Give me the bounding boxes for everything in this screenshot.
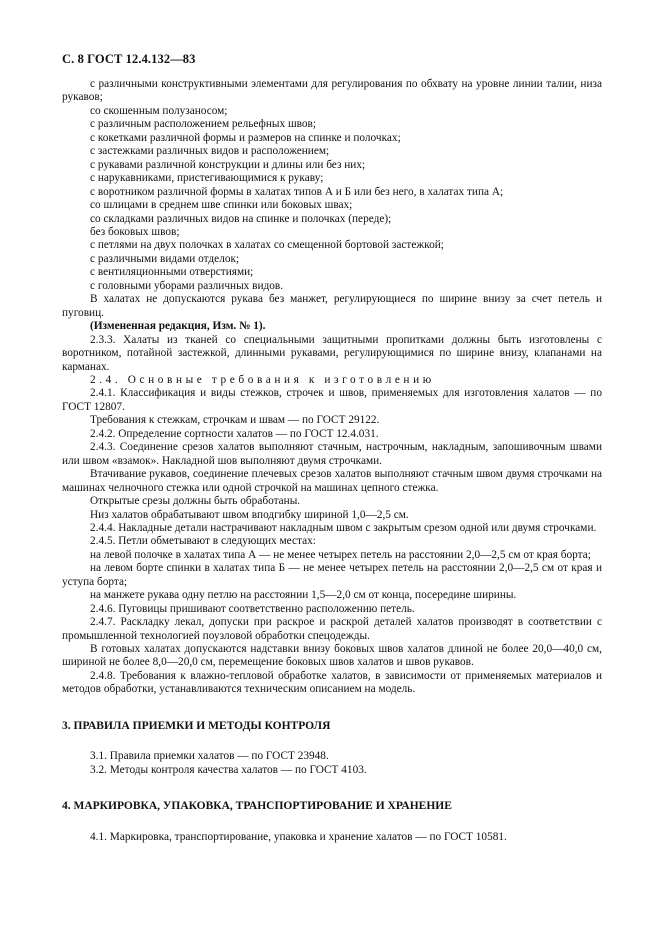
list-item: с воротником различной формы в халатах типов А и Б или без него, в халатах типа А; bbox=[90, 185, 504, 198]
list-item: с петлями на двух полочках в халатах со смещенной бортовой застежкой; bbox=[90, 239, 444, 252]
paragraph: 2.4.7. Раскладку лекал, допуски при раскрое и раскрой деталей халатов производят в соответствии с промышленной технологией поузловой обработки спецодежды. bbox=[62, 616, 602, 642]
paragraph: 3.2. Методы контроля качества халатов — по ГОСТ 4103. bbox=[90, 763, 367, 776]
subsection-title: 2.4. Основные требования к изготовлению bbox=[90, 373, 435, 386]
paragraph: на левом борте спинки в халатах типа Б — не менее четырех петель на расстоянии 2,0—2,5 см от края и уступа борта; bbox=[62, 562, 602, 588]
paragraph: Низ халатов обрабатывают швом вподгибку шириной 1,0—2,5 см. bbox=[90, 508, 409, 521]
paragraph: В халатах не допускаются рукава без манжет, регулирующиеся по ширине внизу за счет петель и пуговиц. bbox=[62, 293, 602, 319]
list-item: с различными видами отделок; bbox=[90, 252, 240, 265]
paragraph: 2.4.4. Накладные детали настрачивают накладным швом с закрытым срезом одной или двумя строчками. bbox=[90, 521, 597, 534]
list-item: со скошенным полузаносом; bbox=[90, 104, 228, 117]
list-item: со складками различных видов на спинке и полочках (переде); bbox=[90, 212, 392, 225]
paragraph: 2.4.8. Требования к влажно-тепловой обработке халатов, в зависимости от применяемых материалов и методов обработки, устанавливаются техническим описанием на модель. bbox=[62, 669, 602, 696]
amendment-note: (Измененная редакция, Изм. № 1). bbox=[90, 320, 266, 333]
paragraph: В готовых халатах допускаются надставки внизу боковых швов халатов длиной не более 20,0—40,0 см, шириной не более 8,0—20,0 см, перемещение боковых швов халатов и швов рукавов. bbox=[62, 643, 602, 669]
paragraph: 2.4.5. Петли обметывают в следующих местах: bbox=[90, 535, 316, 548]
paragraph: на левой полочке в халатах типа А — не менее четырех петель на расстоянии 2,0—2,5 см от края борта; bbox=[90, 548, 591, 561]
paragraph: на манжете рукава одну петлю на расстоянии 1,5—2,0 см от конца, посередине ширины. bbox=[90, 589, 517, 602]
list-item: с головными уборами различных видов. bbox=[90, 279, 284, 292]
paragraph: 2.4.3. Соединение срезов халатов выполняют стачным, настрочным, накладным, запошивочным швами или швом «взамок». Накладной шов выполняют двумя строчками. bbox=[62, 441, 602, 467]
list-item: с застежками различных видов и расположением; bbox=[90, 145, 330, 158]
list-item: с нарукавниками, пристегивающимися к рукаву; bbox=[90, 172, 324, 185]
page-header: С. 8 ГОСТ 12.4.132—83 bbox=[62, 52, 196, 66]
section-4-title: 4. МАРКИРОВКА, УПАКОВКА, ТРАНСПОРТИРОВАНИЕ И ХРАНЕНИЕ bbox=[62, 800, 452, 813]
list-item: с кокетками различной формы и размеров на спинке и полочках; bbox=[90, 131, 401, 144]
document-body bbox=[62, 78, 602, 844]
list-item: с различным расположением рельефных швов; bbox=[90, 118, 317, 131]
paragraph: с различными конструктивными элементами для регулирования по обхвату на уровне линии талии, низа рукавов; bbox=[62, 78, 602, 104]
paragraph: Втачивание рукавов, соединение плечевых срезов халатов выполняют стачным швом двумя строчками на машинах челночного стежка или одной строчкой на машинах цепного стежка. bbox=[62, 468, 602, 494]
list-item: со шлицами в среднем шве спинки или боковых швах; bbox=[90, 199, 353, 212]
paragraph: 2.3.3. Халаты из тканей со специальными защитными пропитками должны быть изготовлены с воротником, потайной застежкой, длинными рукавами, регулирующимися по ширине внизу, клапанами на карманах. bbox=[62, 333, 602, 373]
paragraph: Открытые срезы должны быть обработаны. bbox=[90, 495, 301, 508]
paragraph: Требования к стежкам, строчкам и швам — по ГОСТ 29122. bbox=[90, 414, 380, 427]
paragraph: 2.4.1. Классификация и виды стежков, строчек и швов, применяемых для изготовления халатов — по ГОСТ 12807. bbox=[62, 387, 602, 413]
paragraph: 3.1. Правила приемки халатов — по ГОСТ 23948. bbox=[90, 750, 329, 763]
list-item: с рукавами различной конструкции и длины или без них; bbox=[90, 158, 366, 171]
list-item: с вентиляционными отверстиями; bbox=[90, 266, 254, 279]
paragraph: 2.4.6. Пуговицы пришивают соответственно расположению петель. bbox=[90, 602, 415, 615]
section-3-title: 3. ПРАВИЛА ПРИЕМКИ И МЕТОДЫ КОНТРОЛЯ bbox=[62, 719, 331, 732]
list-item: без боковых швов; bbox=[90, 225, 180, 238]
paragraph: 4.1. Маркировка, транспортирование, упаковка и хранение халатов — по ГОСТ 10581. bbox=[90, 830, 507, 843]
paragraph: 2.4.2. Определение сортности халатов — по ГОСТ 12.4.031. bbox=[90, 427, 379, 440]
